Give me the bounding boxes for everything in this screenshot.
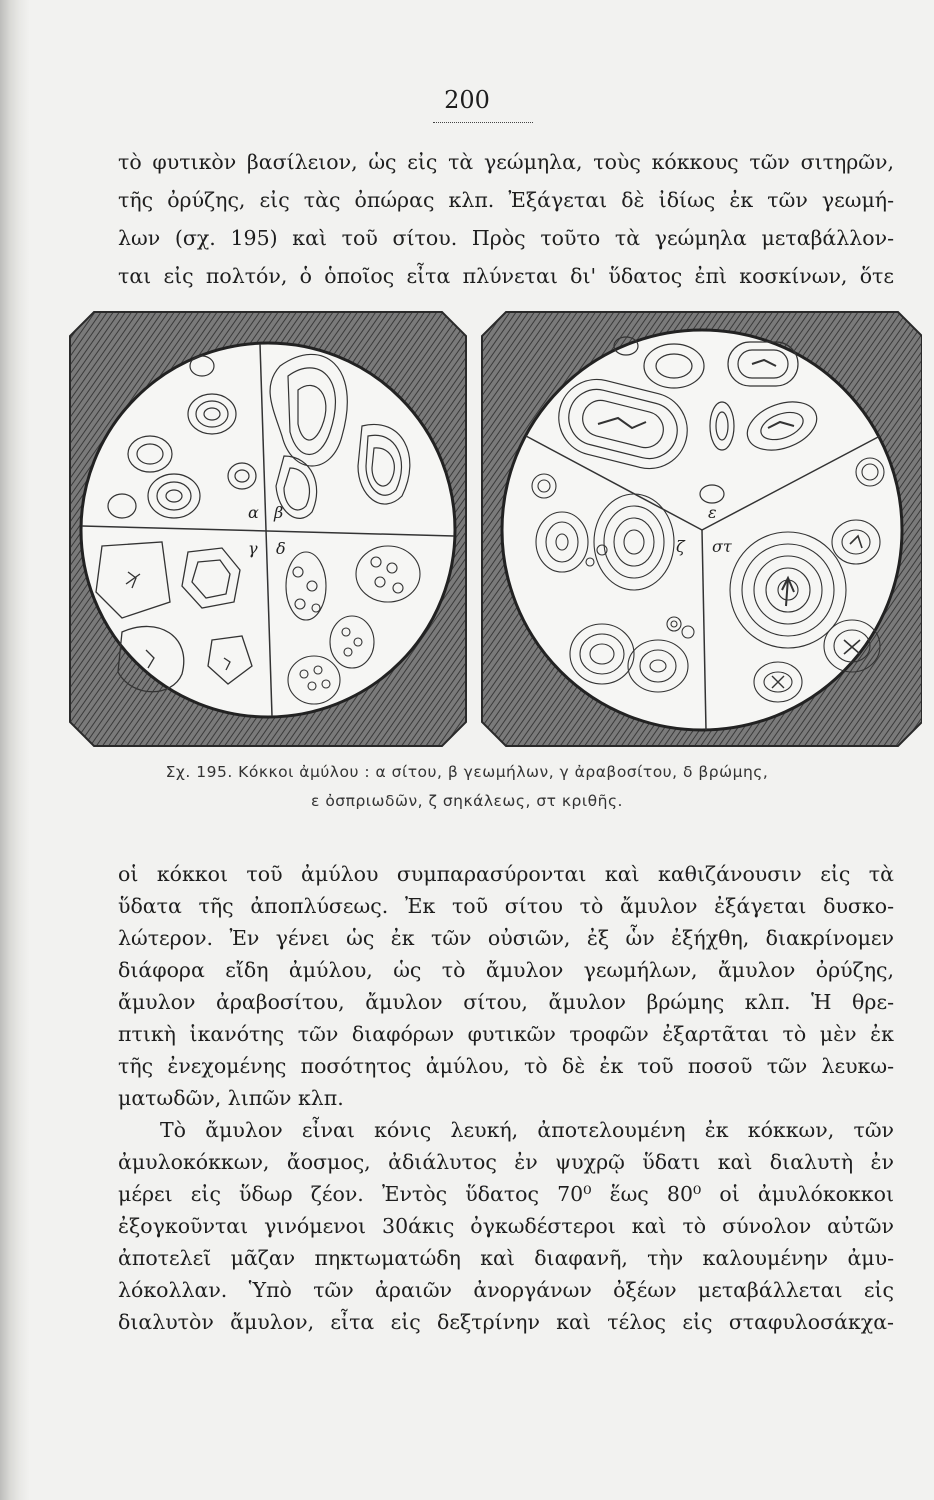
left-plate [70, 312, 466, 746]
intro-line-1: τὸ φυτικὸν βασίλειον, ὡς εἰς τὰ γεώμηλα, τοὺς κόκκους τῶν σιτηρῶν, [118, 150, 894, 174]
body-line: διάφορα εἴδη ἀμύλου, ὡς τὸ ἄμυλον γεωμήλων, ἄμυλον ὀρύζης, [118, 958, 894, 982]
body-line: ἀμυλοκόκκων, ἄοσμος, ἀδιάλυτος ἐν ψυχρῷ ὕδατι καὶ διαλυτὴ ἐν [118, 1150, 894, 1174]
body-line: ἄμυλον ἀραβοσίτου, ἄμυλον σίτου, ἄμυλον βρώμης κλπ. Ἡ θρε- [118, 990, 894, 1014]
label-epsilon: ε [708, 503, 717, 522]
label-alpha: α [248, 503, 259, 522]
body-line: τῆς ἐνεχομένης ποσότητος ἀμύλου, τὸ δὲ ἐκ τοῦ ποσοῦ τῶν λευκω- [118, 1054, 894, 1078]
body-line: ματωδῶν, λιπῶν κλπ. [118, 1086, 344, 1110]
body-line: Τὸ ἄμυλον εἶναι κόνις λευκή, ἀποτελουμένη ἐκ κόκκων, τῶν [160, 1118, 894, 1142]
figure-caption-line-2: ε ὀσπριωδῶν, ζ σηκάλεως, στ κριθῆς. [311, 792, 623, 810]
label-beta: β [274, 503, 284, 522]
page-number-rule [433, 122, 533, 123]
body-line: λώτερον. Ἐν γένει ὡς ἐκ τῶν οὐσιῶν, ἐξ ὧν ἐξήχθη, διακρίνομεν [118, 926, 894, 950]
body-line: διαλυτὸν ἄμυλον, εἶτα εἰς δεξτρίνην καὶ τέλος εἰς σταφυλοσάκχα- [118, 1310, 894, 1334]
intro-line-4: ται εἰς πολτόν, ὁ ὁποῖος εἶτα πλύνεται δι' ὕδατος ἐπὶ κοσκίνων, ὅτε [118, 264, 894, 288]
starch-grains-figure [62, 306, 922, 752]
intro-line-3: λων (σχ. 195) καὶ τοῦ σίτου. Πρὸς τοῦτο τὰ γεώμηλα μεταβάλλον- [118, 226, 894, 250]
book-edge [0, 0, 30, 1500]
body-line: μέρει εἰς ὕδωρ ζέον. Ἐντὸς ὕδατος 70⁰ ἕως 80⁰ οἱ ἀμυλόκοκκοι [118, 1182, 894, 1206]
body-line: ἐξογκοῦνται γινόμενοι 30άκις ὀγκωδέστεροι καὶ τὸ σύνολον αὐτῶν [118, 1214, 894, 1238]
label-zeta: ζ [676, 537, 685, 556]
body-line: ἀποτελεῖ μᾶζαν πηκτωματώδη καὶ διαφανῆ, τὴν καλουμένην ἀμυ- [118, 1246, 894, 1270]
right-plate [482, 312, 922, 746]
label-stigma: στ [712, 537, 732, 556]
body-text [118, 858, 894, 1338]
body-line: πτικὴ ἱκανότης τῶν διαφόρων φυτικῶν τροφῶν ἐξαρτᾶται τὸ μὲν ἐκ [118, 1022, 894, 1046]
label-gamma: γ [248, 539, 258, 558]
page-number: 200 [444, 86, 490, 114]
body-line: οἱ κόκκοι τοῦ ἀμύλου συμπαρασύρονται καὶ καθιζάνουσιν εἰς τὰ [118, 862, 894, 886]
body-line: ὕδατα τῆς ἀποπλύσεως. Ἐκ τοῦ σίτου τὸ ἄμυλον ἐξάγεται δυσκο- [118, 894, 894, 918]
intro-line-2: τῆς ὀρύζης, εἰς τὰς ὀπώρας κλπ. Ἐξάγεται δὲ ἰδίως ἐκ τῶν γεωμή- [118, 188, 894, 212]
label-delta: δ [276, 539, 286, 558]
figure-caption-line-1: Σχ. 195. Κόκκοι ἀμύλου : α σίτου, β γεωμήλων, γ ἀραβοσίτου, δ βρώμης, [165, 763, 769, 781]
body-line: λόκολλαν. Ὑπὸ τῶν ἀραιῶν ἀνοργάνων ὀξέων μεταβάλλεται εἰς [118, 1278, 894, 1302]
